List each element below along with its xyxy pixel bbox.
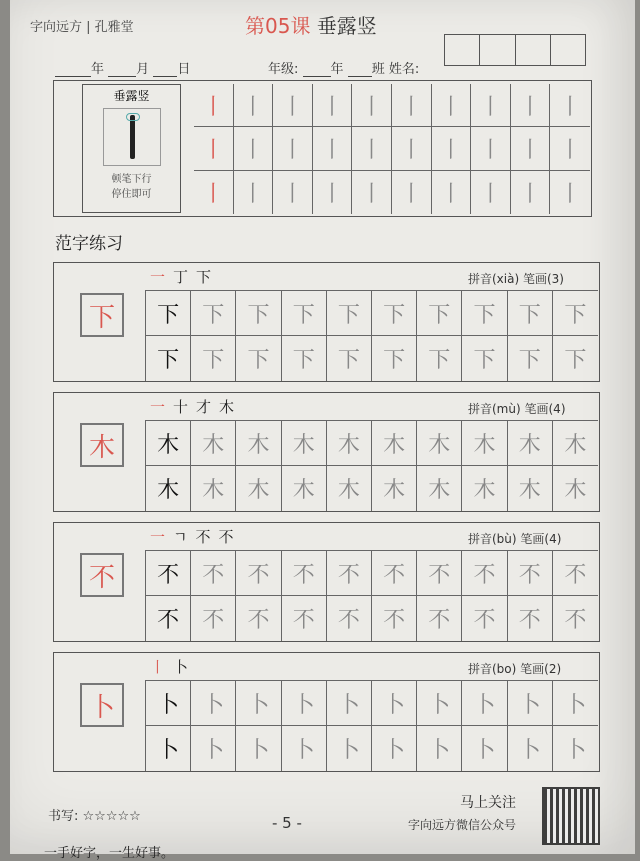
practice-cell[interactable]: 下 [146, 291, 191, 336]
practice-cell[interactable]: 下 [372, 291, 417, 336]
stroke-count-label: 笔画(3) [522, 272, 564, 286]
stroke-tip-1: 顿笔下行 [111, 174, 152, 185]
practice-cell[interactable]: 下 [508, 336, 553, 381]
stroke-order-step: ㄱ [173, 528, 188, 546]
month-label: 月 [136, 62, 150, 77]
practice-cell[interactable]: 木 [462, 421, 507, 466]
practice-cell[interactable]: 下 [327, 336, 372, 381]
practice-cell[interactable]: 不 [327, 551, 372, 596]
stroke-cell[interactable]: 丨 [273, 84, 313, 127]
model-character: 不 [80, 553, 124, 597]
practice-cell[interactable]: 不 [553, 551, 598, 596]
stroke-order-step: 才 [196, 398, 212, 416]
practice-cell[interactable]: 卜 [417, 681, 462, 726]
practice-cell[interactable]: 木 [508, 466, 553, 511]
lesson-code: 第05课 [245, 14, 311, 38]
practice-cell[interactable]: 不 [508, 551, 553, 596]
stroke-cell[interactable]: 丨 [313, 127, 353, 170]
stroke-cell[interactable]: 丨 [392, 171, 432, 214]
year-label: 年 [91, 62, 105, 77]
follow-subtitle: 字向远方微信公众号 [408, 818, 517, 832]
practice-cell[interactable]: 木 [564, 478, 587, 503]
practice-cell[interactable]: 下 [236, 291, 281, 336]
practice-cell[interactable]: 木 [236, 421, 281, 466]
grade-year-label: 年 [330, 62, 344, 77]
model-character: 下 [80, 293, 124, 337]
rating-stars[interactable]: 书写: ☆☆☆☆☆ [48, 809, 141, 824]
practice-cell[interactable]: 不 [372, 551, 417, 596]
practice-grid[interactable] [145, 420, 598, 511]
practice-cell[interactable]: 不 [508, 596, 553, 641]
practice-cell[interactable]: 木 [327, 421, 372, 466]
practice-cell[interactable]: 卜 [236, 726, 281, 771]
practice-cell[interactable]: 卜 [282, 681, 327, 726]
practice-cell[interactable]: 卜 [462, 726, 507, 771]
stroke-order-step: 不 [195, 528, 211, 546]
pinyin-label: 拼音(mù) [468, 402, 521, 416]
practice-cell[interactable]: 卜 [564, 738, 587, 763]
practice-cell[interactable]: 不 [191, 596, 236, 641]
stroke-cell[interactable]: 丨 [273, 127, 313, 170]
stroke-grid[interactable] [194, 84, 590, 214]
practice-grid[interactable] [145, 290, 598, 381]
stroke-reference [82, 84, 181, 213]
model-character: 木 [80, 423, 124, 467]
practice-cell[interactable]: 卜 [191, 726, 236, 771]
stroke-cell[interactable]: 丨 [273, 171, 313, 214]
stroke-name: 垂露竖 [113, 89, 150, 103]
practice-cell[interactable]: 下 [508, 291, 553, 336]
practice-cell[interactable]: 卜 [146, 681, 191, 726]
stroke-order [150, 266, 219, 287]
stroke-cell[interactable]: 丨 [432, 171, 472, 214]
practice-cell[interactable]: 木 [191, 421, 236, 466]
pinyin-label: 拼音(bù) [468, 532, 517, 546]
pinyin-label: 拼音(bo) [468, 662, 517, 676]
stroke-count-label: 笔画(4) [524, 402, 566, 416]
practice-cell[interactable]: 木 [282, 421, 327, 466]
practice-cell[interactable]: 下 [564, 348, 587, 373]
practice-cell[interactable]: 卜 [508, 726, 553, 771]
pinyin-strokes [468, 530, 561, 547]
motto: 一手好字，一生好事。 [44, 846, 175, 861]
stroke-cell[interactable]: 丨 [550, 127, 590, 170]
practice-cell[interactable]: 不 [236, 596, 281, 641]
stroke-cell[interactable]: 丨 [194, 171, 234, 214]
stroke-cell[interactable]: 丨 [392, 84, 432, 127]
practice-cell[interactable]: 木 [417, 466, 462, 511]
practice-cell[interactable]: 不 [282, 551, 327, 596]
model-character: 卜 [80, 683, 124, 727]
qr-code[interactable] [542, 787, 600, 845]
section-title: 范字练习 [55, 234, 123, 254]
practice-cell[interactable]: 木 [372, 466, 417, 511]
practice-grid[interactable] [145, 680, 598, 771]
stroke-count-label: 笔画(4) [520, 532, 562, 546]
stroke-order-step: 一 [150, 528, 166, 546]
stroke-cell[interactable]: 丨 [234, 127, 274, 170]
practice-cell[interactable]: 木 [417, 421, 462, 466]
stroke-cell[interactable]: 丨 [550, 84, 590, 127]
practice-cell[interactable]: 卜 [372, 726, 417, 771]
practice-cell[interactable]: 不 [282, 596, 327, 641]
name-boxes[interactable] [444, 34, 586, 66]
stroke-cell[interactable]: 丨 [352, 84, 392, 127]
stroke-count-label: 笔画(2) [520, 662, 562, 676]
practice-cell[interactable]: 木 [462, 466, 507, 511]
stroke-cell[interactable]: 丨 [194, 84, 234, 127]
practice-cell[interactable]: 下 [462, 336, 507, 381]
stroke-order-step: 一 [150, 398, 166, 416]
stroke-cell[interactable]: 丨 [432, 84, 472, 127]
practice-cell[interactable]: 卜 [417, 726, 462, 771]
pinyin-strokes [468, 660, 561, 677]
stroke-order [150, 396, 242, 417]
practice-cell[interactable]: 卜 [236, 681, 281, 726]
stroke-order [150, 526, 242, 547]
stroke-order [150, 656, 196, 677]
stroke-cell[interactable]: 丨 [511, 127, 551, 170]
practice-cell[interactable]: 下 [236, 336, 281, 381]
practice-cell[interactable]: 木 [553, 421, 598, 466]
practice-cell[interactable]: 木 [372, 421, 417, 466]
page-number: - 5 - [272, 814, 302, 832]
practice-cell[interactable]: 下 [282, 291, 327, 336]
practice-grid[interactable] [145, 550, 598, 641]
brand-logo: 字向远方 | 孔雅堂 [30, 20, 134, 35]
stroke-cell[interactable]: 丨 [471, 84, 511, 127]
stroke-order-step: 木 [219, 398, 235, 416]
practice-cell[interactable]: 不 [462, 596, 507, 641]
practice-cell[interactable]: 卜 [462, 681, 507, 726]
stroke-order-step: 不 [218, 528, 234, 546]
follow-title: 马上关注 [460, 795, 516, 811]
practice-cell[interactable]: 下 [372, 336, 417, 381]
practice-cell[interactable]: 卜 [191, 681, 236, 726]
practice-cell[interactable]: 卜 [327, 726, 372, 771]
practice-cell[interactable]: 卜 [553, 681, 598, 726]
pinyin-strokes [468, 400, 566, 417]
practice-cell[interactable]: 不 [564, 608, 587, 633]
pinyin-strokes [468, 270, 564, 287]
practice-cell[interactable]: 木 [508, 421, 553, 466]
practice-cell[interactable]: 不 [146, 551, 191, 596]
stroke-order-step: 卜 [173, 658, 189, 676]
practice-cell[interactable]: 下 [146, 336, 191, 381]
stroke-cell[interactable]: 丨 [352, 127, 392, 170]
stroke-cell[interactable]: 丨 [234, 84, 274, 127]
stroke-cell[interactable]: 丨 [559, 181, 582, 207]
practice-cell[interactable]: 下 [282, 336, 327, 381]
practice-cell[interactable]: 卜 [327, 681, 372, 726]
stroke-order-step: 丨 [150, 658, 166, 676]
stroke-cell[interactable]: 丨 [432, 127, 472, 170]
stroke-tip-2: 停住即可 [111, 189, 152, 200]
stroke-cell[interactable]: 丨 [511, 84, 551, 127]
practice-cell[interactable]: 不 [236, 551, 281, 596]
practice-cell[interactable]: 不 [146, 596, 191, 641]
stroke-cell[interactable]: 丨 [194, 127, 234, 170]
practice-cell[interactable]: 木 [327, 466, 372, 511]
practice-cell[interactable]: 木 [146, 466, 191, 511]
day-label: 日 [177, 62, 191, 77]
practice-cell[interactable]: 卜 [508, 681, 553, 726]
practice-cell[interactable]: 下 [191, 291, 236, 336]
stroke-cell[interactable]: 丨 [313, 171, 353, 214]
stroke-cell[interactable]: 丨 [392, 127, 432, 170]
practice-cell[interactable]: 下 [553, 291, 598, 336]
practice-cell[interactable]: 木 [146, 421, 191, 466]
stroke-order-step: 丁 [173, 268, 189, 286]
stroke-order-step: 一 [150, 268, 166, 286]
grade-line[interactable] [268, 58, 419, 77]
stroke-cell[interactable]: 丨 [313, 84, 353, 127]
stroke-order-step: 十 [173, 398, 189, 416]
practice-cell[interactable]: 不 [417, 596, 462, 641]
practice-cell[interactable]: 不 [372, 596, 417, 641]
stroke-cell[interactable]: 丨 [511, 171, 551, 214]
date-line[interactable] [55, 58, 190, 77]
stroke-cell[interactable]: 丨 [352, 171, 392, 214]
practice-cell[interactable]: 不 [417, 551, 462, 596]
stroke-diagram [103, 108, 161, 166]
stroke-cell[interactable]: 丨 [471, 171, 511, 214]
practice-cell[interactable]: 下 [417, 336, 462, 381]
practice-cell[interactable]: 卜 [372, 681, 417, 726]
practice-cell[interactable]: 下 [462, 291, 507, 336]
practice-cell[interactable]: 下 [417, 291, 462, 336]
practice-cell[interactable]: 不 [462, 551, 507, 596]
stroke-cell[interactable]: 丨 [234, 171, 274, 214]
pinyin-label: 拼音(xià) [468, 272, 520, 286]
practice-cell[interactable]: 木 [191, 466, 236, 511]
page-title [245, 10, 377, 39]
practice-cell[interactable]: 木 [282, 466, 327, 511]
grade-label: 年级: [268, 62, 299, 77]
practice-cell[interactable]: 下 [327, 291, 372, 336]
practice-cell[interactable]: 下 [191, 336, 236, 381]
practice-cell[interactable]: 木 [236, 466, 281, 511]
stroke-cell[interactable]: 丨 [471, 127, 511, 170]
practice-cell[interactable]: 不 [191, 551, 236, 596]
stroke-order-step: 下 [196, 268, 212, 286]
practice-cell[interactable]: 不 [327, 596, 372, 641]
practice-cell[interactable]: 卜 [282, 726, 327, 771]
class-name-label: 班 姓名: [371, 62, 420, 77]
lesson-title: 垂露竖 [316, 14, 377, 38]
practice-cell[interactable]: 卜 [146, 726, 191, 771]
